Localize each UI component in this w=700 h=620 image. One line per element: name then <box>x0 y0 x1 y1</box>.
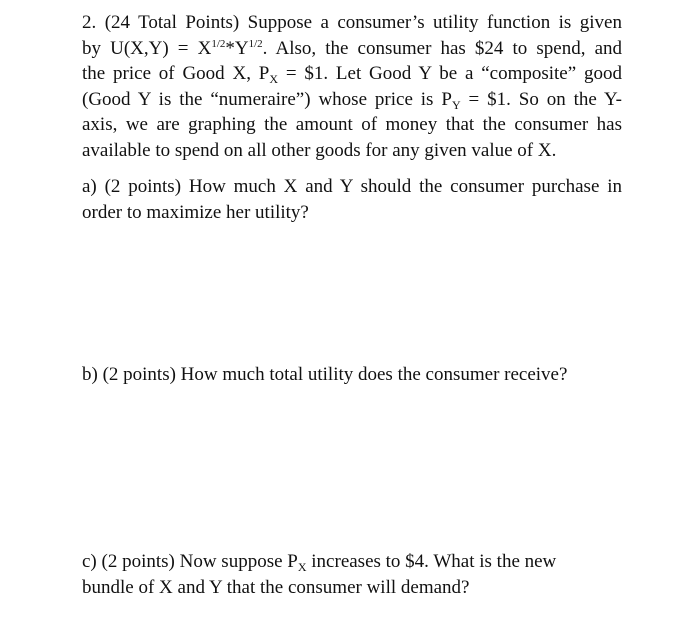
utility-function-text: by U(X,Y) = X <box>82 37 212 59</box>
problem-statement <box>82 10 622 163</box>
question-b-line-1: b) (2 points) How much total utility does the consumer receive? <box>82 364 568 385</box>
budget-text: . Also, the consumer has $24 to spend, and <box>262 37 622 59</box>
price-x-subscript: X <box>269 72 279 86</box>
price-y-text: (Good Y is the “numeraire”) whose price is P <box>82 88 452 110</box>
problem-line-3 <box>82 61 622 87</box>
problem-line-2 <box>82 36 622 62</box>
question-a-line-1: a) (2 points) How much X and Y should the consumer purchase in <box>82 176 622 197</box>
question-a <box>82 174 622 225</box>
price-x-text: the price of Good X, P <box>82 63 270 84</box>
question-c <box>82 549 622 600</box>
question-c-rest: increases to $4. What is the new <box>306 551 557 572</box>
question-c-subscript: X <box>297 560 307 574</box>
exponent-y: 1/2 <box>248 37 263 50</box>
question-b <box>82 362 622 388</box>
price-x-rest: = $1. Let Good Y be a “composite” good <box>278 63 622 84</box>
question-a-line-2: order to maximize her utility? <box>82 201 309 223</box>
question-c-line-2: bundle of X and Y that the consumer will demand? <box>82 576 470 598</box>
price-y-subscript: Y <box>451 97 461 112</box>
problem-line-6: available to spend on all other goods for any given value of X. <box>82 139 557 161</box>
question-c-line-1 <box>82 549 622 575</box>
problem-line-1: 2. (24 Total Points) Suppose a consumer’s utility function is given <box>82 12 622 33</box>
price-y-rest: = $1. So on the Y- <box>460 88 623 110</box>
problem-line-4 <box>82 87 622 113</box>
utility-function-mid: *Y <box>225 37 249 59</box>
question-c-text: c) (2 points) Now suppose P <box>82 551 298 572</box>
problem-line-5: axis, we are graphing the amount of money that the consumer has <box>82 114 622 135</box>
exponent-x: 1/2 <box>211 37 226 50</box>
